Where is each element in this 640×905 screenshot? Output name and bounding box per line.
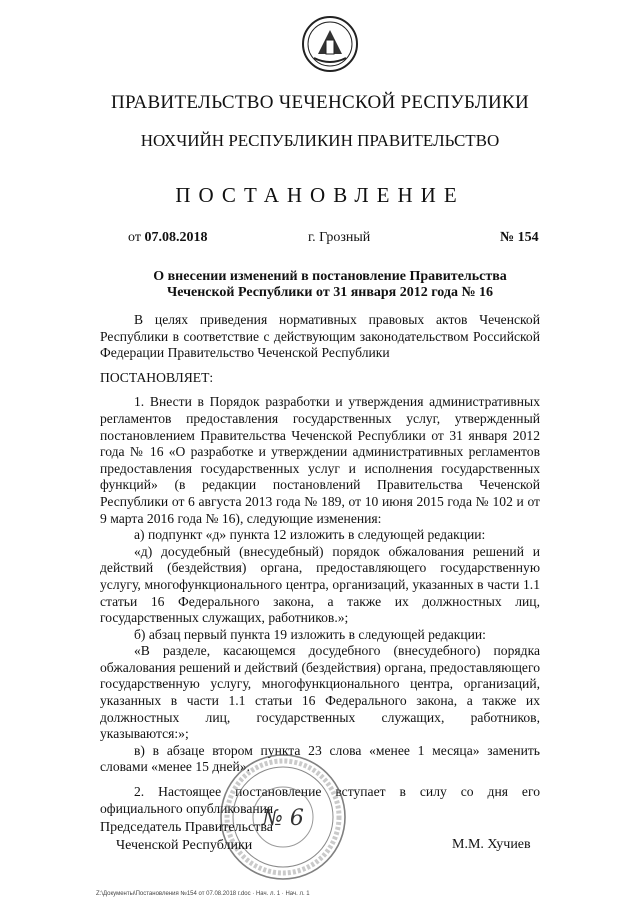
document-body (100, 312, 540, 817)
item-1-a-text: «д) досудебный (внесудебный) порядок обжалования решений и действий (бездействия) органа, предоставляющего государственную услугу, многофункционального центра, организаций, указанных в части 1.1 статьи 16 Федерального закона, а также их должностных лиц, государственных служащих, работников.»; (100, 543, 540, 626)
coat-of-arms-emblem (300, 14, 360, 74)
title-line: О внесении изменений в постановление Правительства (153, 269, 507, 284)
preamble: В целях приведения нормативных правовых актов Чеченской Республики в соответствие с действующим законодательством Российской Федерации Правительство Чеченской Республики (100, 312, 540, 361)
file-path-footer: Z:\Документы\Постановления №154 от 07.08.2018 г.doc · Нач. л. 1 · Нач. л. 1 (96, 891, 310, 897)
item-1-b-text: «В разделе, касающемся досудебного (внесудебного) порядка обжалования решений и действий (бездействия) органа, предоставляющего государственную услугу, многофункционального центра, организаций, указанных в части 1.1 статьи 16 Федерального закона, а также их должностных лиц, государственных служащих, работников, указываются:»; (100, 643, 540, 742)
government-title-chechen: НОХЧИЙН РЕСПУБЛИКИН ПРАВИТЕЛЬСТВО (140, 131, 500, 150)
signatory-position: Председатель Правительства Чеченской Республики (100, 820, 273, 853)
item-2: 2. Настоящее постановление вступает в силу со дня его официального опубликования. (100, 784, 540, 816)
item-1: 1. Внести в Порядок разработки и утверждения административных регламентов предоставления государственных услуг, утвержденный постановлением Правительства Чеченской Республики от 31 января 2012 года № 16 «О разработке и утверждении административных регламентов предоставления государственных услуг и исполнения государственных функций» (в редакции постановлений Правительства Чеченской Республики от 6 августа 2013 года № 189, от 10 июня 2015 года № 102 и от 9 марта 2016 года № 16), следующие изменения: (100, 394, 540, 526)
document-city: г. Грозный (308, 230, 371, 245)
item-1-a: а) подпункт «д» пункта 12 изложить в следующей редакции: (134, 527, 486, 543)
document-title (120, 269, 540, 301)
seal-number: № 6 (262, 806, 304, 831)
official-seal-stamp (218, 752, 348, 882)
document-type: ПОСТАНОВЛЕНИЕ (175, 183, 465, 207)
item-1-b: б) абзац первый пункта 19 изложить в следующей редакции: (134, 626, 486, 642)
signatory-name: М.М. Хучиев (452, 837, 531, 852)
item-1-c: в) в абзаце втором пункта 23 слова «менее 1 месяца» заменить словами «менее 15 дней». (100, 742, 540, 775)
document-date: от 07.08.2018 (128, 230, 208, 245)
government-title: ПРАВИТЕЛЬСТВО ЧЕЧЕНСКОЙ РЕСПУБЛИКИ (110, 92, 530, 113)
title-line: Чеченской Республики от 31 января 2012 года № 16 (166, 285, 494, 300)
decree-word: ПОСТАНОВЛЯЕТ: (100, 369, 214, 385)
document-number: № 154 (500, 230, 539, 245)
